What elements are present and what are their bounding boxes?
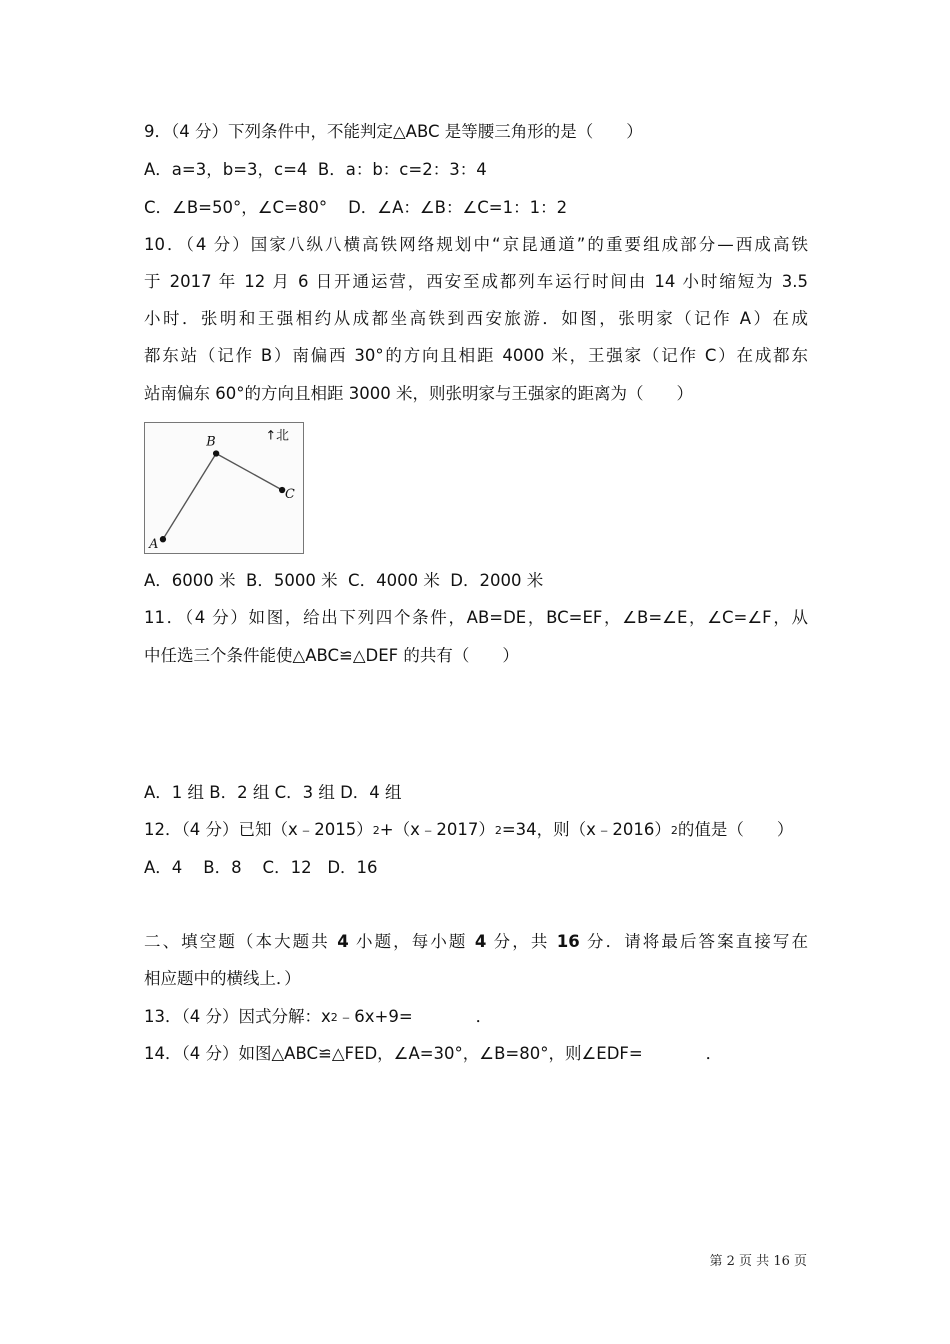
label-b: B: [206, 434, 216, 450]
section2-points-total: 16: [556, 932, 580, 951]
q12-text-4: 的值是（ ）: [677, 820, 794, 839]
section2-text-g: 分．请将最后答案直接写在: [579, 932, 808, 951]
segment-bc: [216, 454, 282, 490]
q13-text-1: 13．（4 分）因式分解：x: [144, 1007, 331, 1026]
north-label: ↑北: [265, 428, 289, 444]
q13-stem: [144, 1007, 808, 1029]
q12-exp-2: 2: [494, 824, 502, 837]
q10-line-2: 于 2017 年 12 月 6 日开通运营，西安至成都列车运行时间由 14 小时缩短为 3.5: [144, 272, 808, 291]
section2-text-e: 分，共: [486, 932, 557, 951]
q13-text-2: ﹣6x+9= ．: [337, 1007, 493, 1026]
section2-heading-1: [144, 932, 808, 952]
label-c: C: [285, 486, 295, 502]
section2-text-a: 二、填空题（本大题共: [144, 932, 338, 951]
label-a: A: [149, 537, 159, 553]
q10-line-5: 站南偏东 60°的方向且相距 3000 米，则张明家与王强家的距离为（ ）: [144, 384, 693, 403]
q10-line-4: 都东站（记作 B）南偏西 30°的方向且相距 4000 米，王强家（记作 C）在成都东: [144, 346, 808, 365]
q11-options: A．1 组 B．2 组 C．3 组 D．4 组: [144, 783, 402, 802]
q10-line-1: 10．（4 分）国家八纵八横高铁网络规划中“京昆通道”的重要组成部分—西成高铁: [144, 235, 808, 254]
q10-map-figure: [144, 422, 304, 554]
point-a: [160, 536, 166, 542]
q12-exp-1: 2: [372, 824, 380, 837]
q10-line-3: 小时．张明和王强相约从成都坐高铁到西安旅游．如图，张明家（记作 A）在成: [144, 309, 808, 328]
q11-line-1: 11．（4 分）如图，给出下列四个条件，AB=DE，BC=EF，∠B=∠E，∠C=∠F，从: [144, 608, 808, 627]
q9-stem: 9．（4 分）下列条件中，不能判定△ABC 是等腰三角形的是（ ）: [144, 122, 643, 141]
section2-heading-2: 相应题中的横线上．）: [144, 969, 301, 988]
q13-exp: 2: [330, 1011, 338, 1024]
section2-count: 4: [337, 932, 349, 951]
q12-stem: [144, 820, 808, 842]
q11-line-2: 中任选三个条件能使△ABC≌△DEF 的共有（ ）: [144, 646, 519, 665]
page-footer: 第 2 页 共 16 页: [709, 1254, 807, 1269]
q12-options: A．4 B．8 C．12 D．16: [144, 858, 378, 877]
q12-exp-3: 2: [670, 824, 678, 837]
q9-options-1: A．a=3，b=3，c=4 B．a：b：c=2：3：4: [144, 160, 487, 179]
segment-ab: [163, 454, 216, 540]
point-b: [213, 450, 219, 456]
q12-text-2: +（x﹣2017）: [379, 820, 495, 839]
section2-points-each: 4: [474, 932, 487, 951]
q10-options: A．6000 米 B．5000 米 C．4000 米 D．2000 米: [144, 571, 544, 590]
section2-text-c: 小题，每小题: [348, 932, 475, 951]
q14-stem: 14．（4 分）如图△ABC≌△FED，∠A=30°，∠B=80°，则∠EDF= ．: [144, 1044, 723, 1063]
q12-text-3: =34，则（x﹣2016）: [501, 820, 671, 839]
q9-options-2: C．∠B=50°，∠C=80° D．∠A：∠B：∠C=1：1：2: [144, 198, 568, 217]
q12-text-1: 12．（4 分）已知（x﹣2015）: [144, 820, 373, 839]
